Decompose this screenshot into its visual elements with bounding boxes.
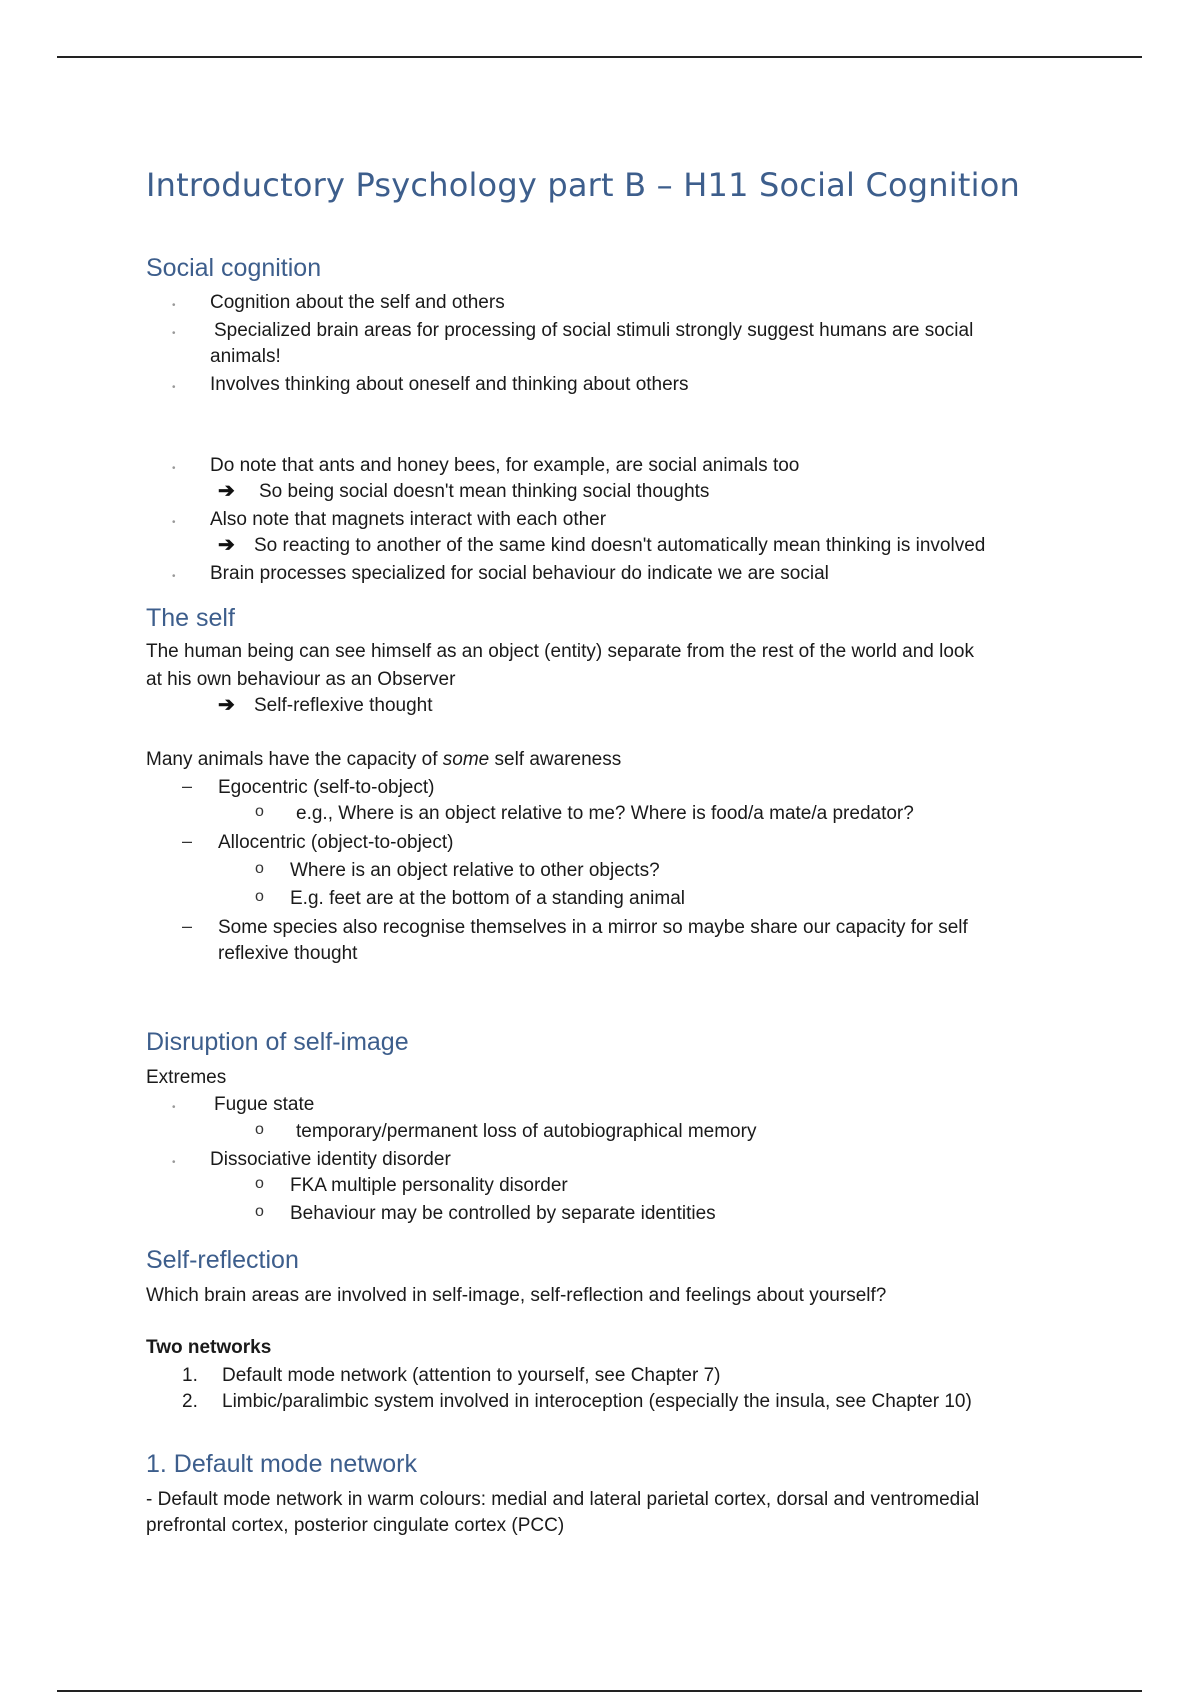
dash-icon: – [182,831,193,851]
heading-default-mode-network: 1. Default mode network [146,1450,417,1478]
circle-bullet-icon: o [255,860,264,877]
list-item-continuation: reflexive thought [218,943,358,964]
subheading-two-networks: Two networks [146,1337,272,1358]
paragraph-line: - Default mode network in warm colours: medial and lateral parietal cortex, dorsal and ventromedial [146,1489,980,1510]
bullet-icon: • [172,382,176,393]
circle-bullet-icon: o [255,1121,264,1138]
document-title: Introductory Psychology part B – H11 Social Cognition [146,166,1020,204]
bullet-icon: • [172,300,176,311]
bullet-icon: • [172,463,176,474]
list-item: Cognition about the self and others [210,292,505,313]
list-item-continuation: animals! [210,346,281,367]
list-item: Fugue state [214,1094,315,1115]
numbered-item: Limbic/paralimbic system involved in interoception (especially the insula, see Chapter 10) [222,1391,972,1412]
list-item: Allocentric (object-to-object) [218,832,454,853]
heading-the-self: The self [146,604,235,632]
circle-bullet-icon: o [255,1203,264,1220]
list-item: Dissociative identity disorder [210,1149,451,1170]
sub-item: temporary/permanent loss of autobiographical memory [296,1121,757,1142]
paragraph-line: Many animals have the capacity of some self awareness [146,749,622,770]
heading-social-cognition: Social cognition [146,254,322,282]
list-item: Specialized brain areas for processing of social stimuli strongly suggest humans are social [214,320,974,341]
arrow-item: So being social doesn't mean thinking social thoughts [259,481,710,502]
bullet-icon: • [172,571,176,582]
arrow-item: Self-reflexive thought [254,695,433,716]
sub-item: FKA multiple personality disorder [290,1175,568,1196]
paragraph-line: prefrontal cortex, posterior cingulate cortex (PCC) [146,1515,565,1536]
arrow-item: So reacting to another of the same kind doesn't automatically mean thinking is involved [254,535,986,556]
paragraph-line: The human being can see himself as an object (entity) separate from the rest of the world and look [146,641,975,662]
sub-item: Where is an object relative to other objects? [290,860,660,881]
circle-bullet-icon: o [255,803,264,820]
paragraph-line: Which brain areas are involved in self-image, self-reflection and feelings about yourself? [146,1285,887,1306]
header-rule [57,56,1142,58]
arrow-icon: ➔ [218,534,235,556]
list-item: Involves thinking about oneself and thinking about others [210,374,689,395]
arrow-icon: ➔ [218,480,235,502]
arrow-icon: ➔ [218,694,235,716]
footer-rule [57,1690,1142,1692]
list-number: 2. [182,1391,198,1412]
dash-icon: – [182,776,193,796]
sub-item: Behaviour may be controlled by separate identities [290,1203,716,1224]
paragraph-line: at his own behaviour as an Observer [146,669,456,690]
bullet-icon: • [172,1157,176,1168]
heading-self-reflection: Self-reflection [146,1246,299,1274]
list-item: Egocentric (self-to-object) [218,777,435,798]
list-number: 1. [182,1365,198,1386]
list-item: Also note that magnets interact with each other [210,509,607,530]
dash-icon: – [182,916,193,936]
numbered-item: Default mode network (attention to yourself, see Chapter 7) [222,1365,721,1386]
sub-item: e.g., Where is an object relative to me? Where is food/a mate/a predator? [296,803,914,824]
heading-disruption-of-self-image: Disruption of self-image [146,1028,409,1056]
circle-bullet-icon: o [255,1175,264,1192]
paragraph-line: Extremes [146,1067,227,1088]
list-item: Brain processes specialized for social behaviour do indicate we are social [210,563,829,584]
circle-bullet-icon: o [255,888,264,905]
list-item: Some species also recognise themselves in a mirror so maybe share our capacity for self [218,917,968,938]
list-item: Do note that ants and honey bees, for example, are social animals too [210,455,800,476]
bullet-icon: • [172,517,176,528]
sub-item: E.g. feet are at the bottom of a standing animal [290,888,686,909]
bullet-icon: • [172,328,176,339]
bullet-icon: • [172,1102,176,1113]
